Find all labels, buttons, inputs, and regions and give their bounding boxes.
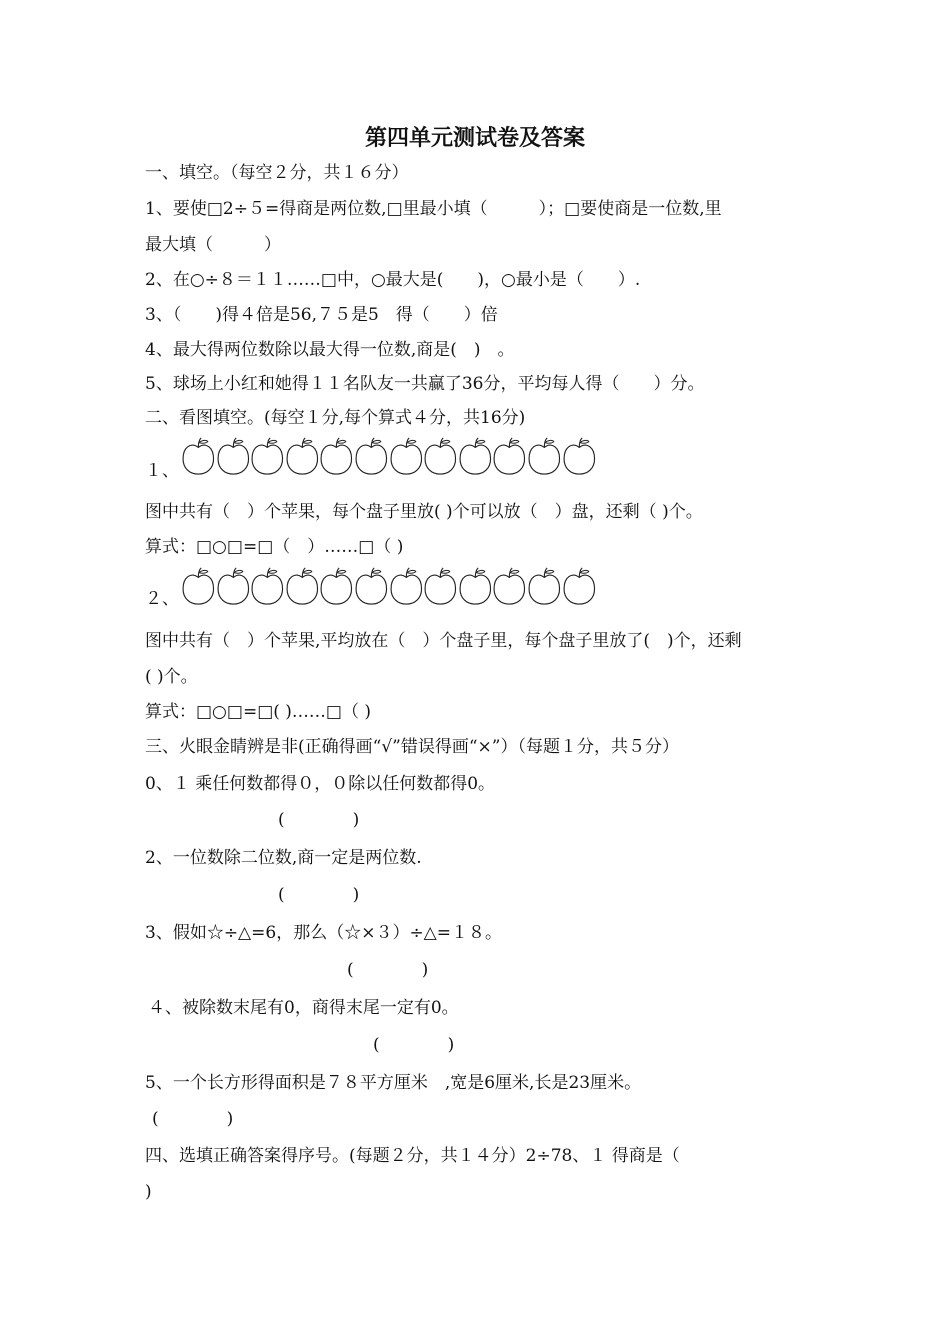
question-3: 3、（ )得４倍是56,７５是5 得（ ）倍: [145, 305, 498, 325]
apple-icon: [354, 566, 389, 606]
picture-1-label: １、: [145, 461, 179, 481]
apple-icon: [458, 566, 493, 606]
judge-1-answer: ( ): [278, 810, 360, 830]
apple-icon: [458, 436, 493, 476]
picture-1-formula: 算式：□○□=□（ ）……□（ ): [145, 537, 404, 557]
question-1-line-b: 最大填（ ）: [145, 235, 281, 255]
apple-icon: [354, 436, 389, 476]
apple-icon: [216, 566, 251, 606]
question-1-line-a: 1、要使□2÷５=得商是两位数,□里最小填（ ）；□要使商是一位数,里: [145, 199, 722, 219]
judge-5: 5、一个长方形得面积是７８平方厘米 ,宽是6厘米,长是23厘米。: [145, 1073, 642, 1093]
judge-5-answer: ( ): [152, 1109, 234, 1129]
judge-4: ４、被除数末尾有0，商得末尾一定有0。: [148, 998, 459, 1018]
apple-icon: [216, 436, 251, 476]
page-title: 第四单元测试卷及答案: [364, 125, 585, 151]
apple-icon: [285, 566, 320, 606]
section-2-heading: 二、看图填空。(每空１分,每个算式４分，共16分): [145, 408, 526, 428]
apple-icon: [492, 566, 527, 606]
question-4: 4、最大得两位数除以最大得一位数,商是( ) 。: [145, 340, 515, 360]
judge-4-answer: ( ): [373, 1035, 455, 1055]
section-4-heading: 四、选填正确答案得序号。(每题２分，共１４分）2÷78、１ 得商是（: [145, 1146, 680, 1166]
apple-icon: [285, 436, 320, 476]
apple-icon: [181, 436, 216, 476]
apple-icon: [492, 436, 527, 476]
judge-1: 0、１ 乘任何数都得０，０除以任何数都得0。: [145, 774, 496, 794]
apple-icon: [527, 436, 562, 476]
picture-1-text: 图中共有（ ）个苹果，每个盘子里放( )个可以放（ ）盘，还剩（ )个。: [145, 502, 703, 522]
section-1-heading: 一、填空。（每空２分，共１６分）: [145, 163, 409, 183]
judge-3-answer: ( ): [347, 960, 429, 980]
picture-2-text-b: ( )个。: [145, 667, 198, 687]
apple-icon: [562, 566, 597, 606]
apple-icon: [250, 436, 285, 476]
apple-icon: [389, 436, 424, 476]
apple-icon: [423, 566, 458, 606]
apple-icon: [389, 566, 424, 606]
picture-2-label: ２、: [145, 589, 179, 609]
judge-3: 3、假如☆÷△=6，那么（☆×３）÷△=１８。: [145, 923, 502, 943]
picture-2-formula: 算式：□○□=□( )……□（ ): [145, 702, 372, 722]
section-4-heading-cont: ): [145, 1182, 152, 1202]
apple-row-2: [181, 566, 596, 606]
judge-2: 2、一位数除二位数,商一定是两位数.: [145, 848, 422, 868]
apple-icon: [319, 436, 354, 476]
section-3-heading: 三、火眼金睛辨是非(正确得画“√”错误得画“×”）（每题１分，共５分）: [145, 737, 679, 757]
apple-icon: [423, 436, 458, 476]
apple-icon: [527, 566, 562, 606]
apple-icon: [181, 566, 216, 606]
question-5: 5、球场上小红和她得１１名队友一共赢了36分，平均每人得（ ）分。: [145, 374, 705, 394]
apple-icon: [250, 566, 285, 606]
apple-row-1: [181, 436, 596, 476]
apple-icon: [562, 436, 597, 476]
judge-2-answer: ( ): [278, 885, 360, 905]
question-2: 2、在○÷８＝１１……□中，○最大是( )，○最小是（ ）.: [145, 270, 641, 290]
apple-icon: [319, 566, 354, 606]
picture-2-text-a: 图中共有（ ）个苹果,平均放在（ ）个盘子里，每个盘子里放了( )个，还剩: [145, 631, 742, 651]
